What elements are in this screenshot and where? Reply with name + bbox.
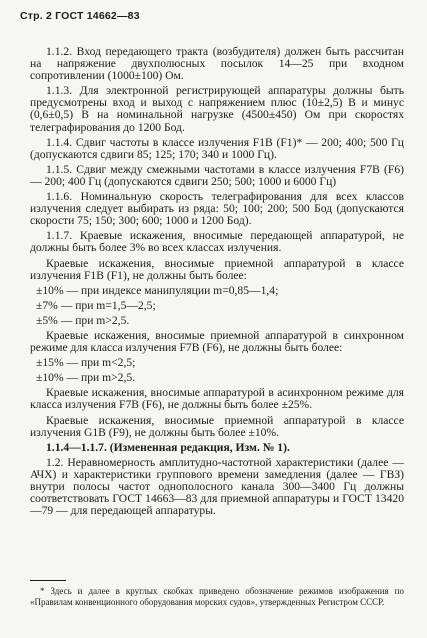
paragraph-1-1-4: 1.1.4. Сдвиг частоты в классе излучения F1B (F1)* — 200; 400; 500 Гц (допускаются сдвиги 85; 125; 170; 340 и 1000 Гц).	[30, 135, 404, 161]
paragraph-receive-f1b: Краевые искажения, вносимые приемной аппаратурой в классе излучения F1B (F1), не должны быть более:	[30, 256, 404, 282]
paragraph-receive-f7b-sync: Краевые искажения, вносимые приемной аппаратурой в синхронном режиме для класса излучения F7B (F6), не должны быть более:	[30, 328, 404, 355]
paragraph-1-1-6: 1.1.6. Номинальную скорость телеграфирования для всех классов излучения следует выбирать из ряда: 50; 100; 200; 500 Бод (допускаются скорости 75; 150; 300; 600; 1000 и 1200 Бод).	[30, 190, 404, 228]
list-item: ±15% — при m<2,5;	[36, 356, 136, 370]
paragraph-1-1-3: 1.1.3. Для электронной регистрирующей аппаратуры должны быть предусмотрены вход и выход с напряжением плюс (10±2,5) В и минус (0,6±0,5) В на номинальной нагрузке (4500±450) Ом при скоростях телеграфирования до 1200 Бод.	[30, 84, 404, 134]
footnote-divider	[30, 580, 66, 581]
footnote-text: * Здесь и далее в круглых скобках приведено обозначение режимов изображения по «Правилам конвенционного оборудования морских судов», утвержденных Регистром СССР.	[30, 586, 404, 607]
list-item: ±10% — при индексе манипуляции m=0,85—1,4;	[36, 283, 279, 297]
paragraph-g1b: Краевые искажения, вносимые приемной аппаратурой в классе излучения G1B (F9), не должны быть более ±10%.	[30, 413, 404, 439]
paragraph-1-1-7: 1.1.7. Краевые искажения, вносимые передающей аппаратурой, не должны быть более 3% во всех классах излучения.	[30, 229, 404, 255]
paragraph-1-1-5: 1.1.5. Сдвиг между смежными частотами в классе излучения F7B (F6) — 200; 400 Гц (допускаются сдвиги 250; 500; 1000 и 6000 Гц)	[30, 162, 404, 188]
list-item: ±10% — при m>2,5.	[36, 371, 136, 385]
paragraph-1-2: 1.2. Неравномерность амплитудно-частотной характеристики (далее — АЧХ) и характеристики группового времени замедления (далее — ГВЗ) внутри полосы частот однополосного канала 300—3400 Гц должны соответствовать ГОСТ 14663—83 для приемной аппаратуры и ГОСТ 13420—79 — для передающей аппаратуры.	[30, 455, 404, 518]
list-item: ±5% — при m>2,5.	[36, 313, 130, 327]
list-item: ±7% — при m=1,5—2,5;	[36, 298, 156, 312]
page-header: Стр. 2 ГОСТ 14662—83	[20, 10, 140, 22]
footnote	[30, 586, 404, 607]
document-body	[30, 46, 404, 520]
paragraph-async-f7b: Краевые искажения, вносимые аппаратурой в асинхронном режиме для класса излучения F7B (F6), не должны быть более ±25%.	[30, 386, 404, 412]
paragraph-1-1-2: 1.1.2. Вход передающего тракта (возбудителя) должен быть рассчитан на напряжение двухполюсных посылок 14—25 при входном сопротивлении (1000±100) Ом.	[30, 45, 404, 83]
amendment-note: 1.1.4—1.1.7. (Измененная редакция, Изм. № 1).	[46, 440, 290, 454]
